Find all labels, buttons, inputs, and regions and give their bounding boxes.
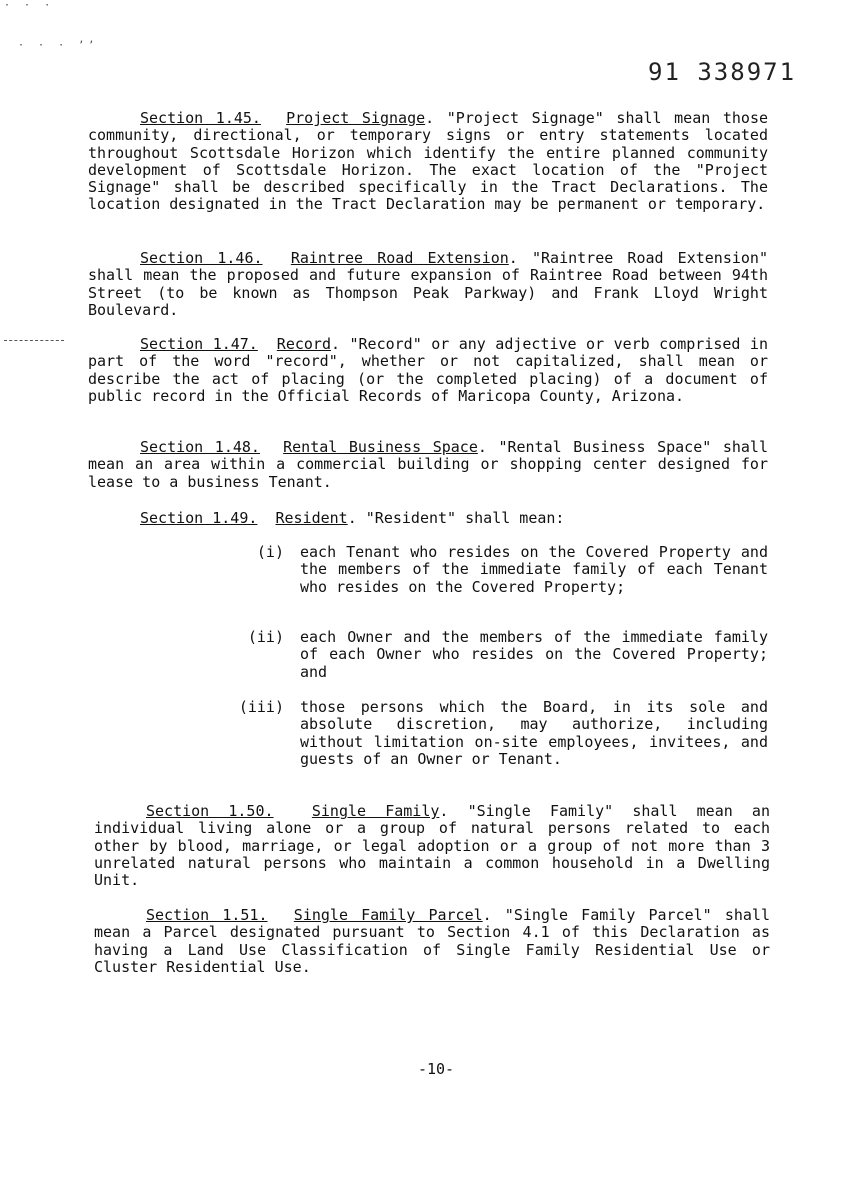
section-1-47 [88,336,768,405]
section-1-49 [88,510,768,527]
section-title: Rental Business Space [283,438,478,456]
item-text: each Owner and the members of the immediate family of each Owner who resides on the Covered Property; and [300,628,768,681]
scan-dash-mark [4,340,64,341]
section-heading: Section 1.47. [140,335,258,353]
section-title: Single Family Parcel [293,906,483,924]
section-1-48 [88,439,768,491]
section-title: Record [276,335,331,353]
scan-speck: · · · ʼʼ [18,40,99,51]
section-body: . "Rental Business Space" shall mean an area within a commercial building or shopping center designed for lease to a business Tenant. [88,438,768,491]
page-number: -10- [417,1060,455,1078]
section-1-45 [88,110,768,214]
section-body: . "Raintree Road Extension" shall mean the proposed and future expansion of Raintree Road between 94th Street (to be known as Thompson Peak Parkway) and Frank Lloyd Wright Boulevard. [88,249,768,319]
section-body: . "Project Signage" shall mean those community, directional, or temporary signs or entry statements located throughout Scottsdale Horizon which identify the entire planned community development of Scottsdale Horizon. The exact location of the "Project Signage" shall be described specifically in the Tract Declarations. The location designated in the Tract Declaration may be permanent or temporary. [88,109,768,214]
scan-speck: · · · [4,0,55,11]
section-title: Resident [275,509,348,527]
section-1-46 [88,250,768,319]
section-heading: Section 1.45. [140,109,261,127]
section-body: . "Resident" shall mean: [347,509,565,527]
item-number: (ii) [247,628,284,646]
section-1-50 [94,803,770,889]
section-heading: Section 1.46. [140,249,263,267]
section-heading: Section 1.50. [146,802,274,820]
section-body: . "Single Family" shall mean an individual living alone or a group of natural persons related to each other by blood, marriage, or legal adoption or a group of not more than 3 unrelated natural persons who maintain a common household in a Dwelling Unit. [94,802,770,890]
item-number: (iii) [238,698,284,716]
item-text: those persons which the Board, in its sole and absolute discretion, may authorize, including without limitation on-site employees, invitees, and guests of an Owner or Tenant. [300,698,768,768]
record-number: 91 338971 [648,58,797,86]
section-heading: Section 1.49. [140,509,258,527]
section-heading: Section 1.51. [146,906,268,924]
section-title: Project Signage [286,109,426,127]
section-body: . "Single Family Parcel" shall mean a Parcel designated pursuant to Section 4.1 of this Declaration as having a Land Use Classification of Single Family Residential Use or Cluster Residential Use. [94,906,770,976]
section-title: Single Family [311,802,440,820]
section-title: Raintree Road Extension [290,249,509,267]
section-1-51 [94,907,770,976]
item-text: each Tenant who resides on the Covered Property and the members of the immediate family of each Tenant who resides on the Covered Property; [300,543,768,596]
item-number: (i) [256,543,284,561]
section-heading: Section 1.48. [140,438,260,456]
section-body: . "Record" or any adjective or verb comprised in part of the word "record", whether or not capitalized, shall mean or describe the act of placing (or the completed placing) of a document of public record in the Official Records of Maricopa County, Arizona. [88,335,768,405]
